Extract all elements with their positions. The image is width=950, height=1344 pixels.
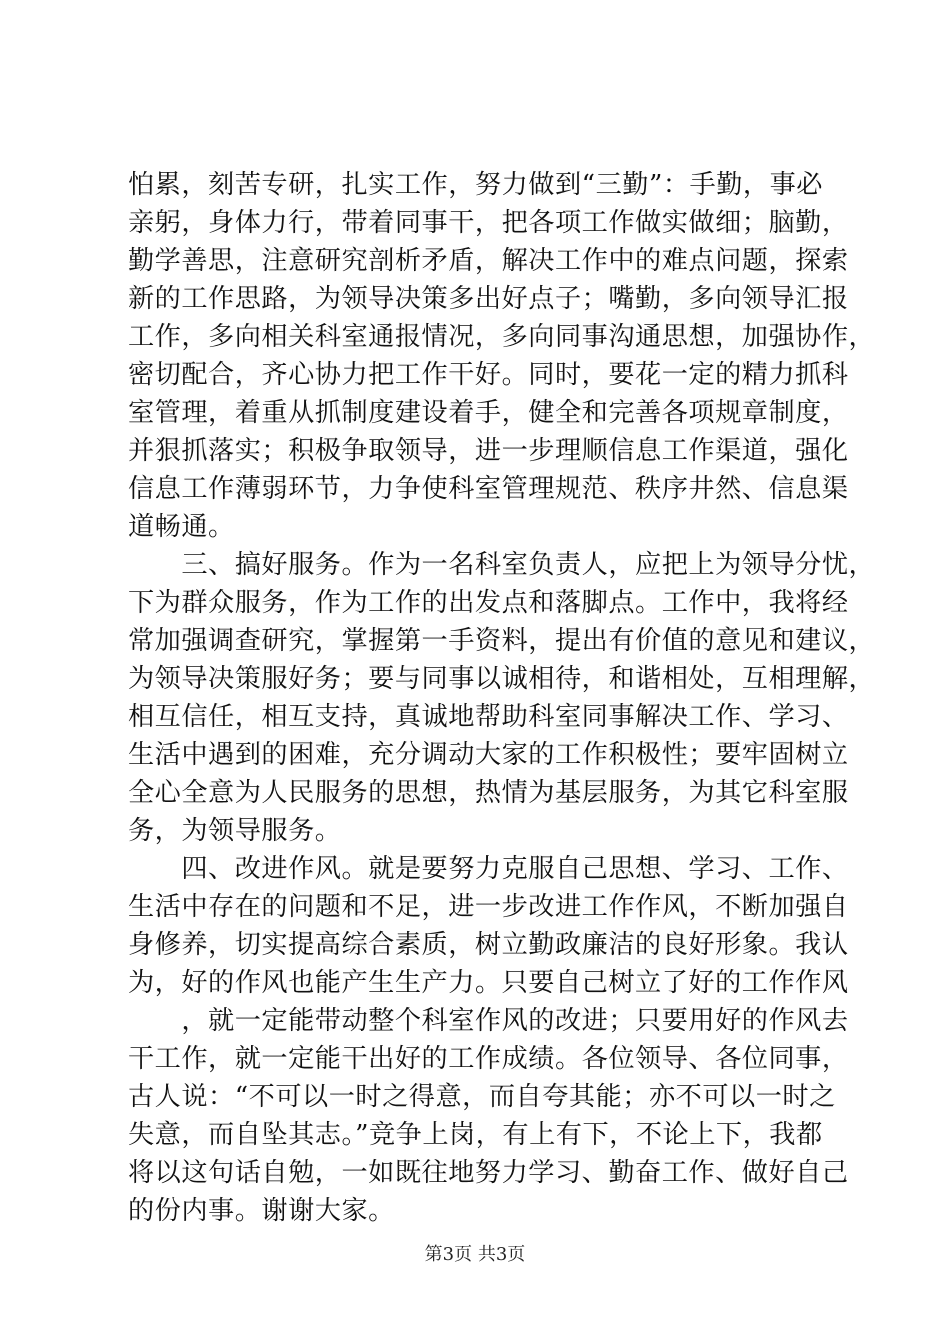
- text-line: 将以这句话自勉，一如既往地努力学习、勤奋工作、做好自己: [128, 1158, 849, 1188]
- text-line: 并狠抓落实；积极争取领导，进一步理顺信息工作渠道，强化: [128, 436, 849, 466]
- text-line: 信息工作薄弱环节，力争使科室管理规范、秩序井然、信息渠: [128, 474, 849, 504]
- text-line: 生活中遇到的困难，充分调动大家的工作积极性；要牢固树立: [128, 740, 849, 770]
- text-line: 下为群众服务，作为工作的出发点和落脚点。工作中，我将经: [128, 588, 849, 618]
- text-line: 为领导决策服好务；要与同事以诚相待，和谐相处，互相理解，: [128, 664, 876, 694]
- text-line: 新的工作思路，为领导决策多出好点子；嘴勤，多向领导汇报: [128, 284, 849, 314]
- text-line: 全心全意为人民服务的思想，热情为基层服务，为其它科室服: [128, 778, 849, 808]
- text-line: 道畅通。: [128, 512, 235, 542]
- paragraph-three-start: 三、搞好服务。作为一名科室负责人，应把上为领导分忧，: [128, 550, 876, 580]
- text-line: 务，为领导服务。: [128, 816, 342, 846]
- text-line: 身修养，切实提高综合素质，树立勤政廉洁的良好形象。我认: [128, 930, 849, 960]
- text-line: 勤学善思，注意研究剖析矛盾，解决工作中的难点问题，探索: [128, 246, 849, 276]
- text-line: 密切配合，齐心协力把工作干好。同时，要花一定的精力抓科: [128, 360, 849, 390]
- text-line: 的份内事。谢谢大家。: [128, 1196, 395, 1226]
- text-line: 相互信任，相互支持，真诚地帮助科室同事解决工作、学习、: [128, 702, 849, 732]
- text-line: 干工作，就一定能干出好的工作成绩。各位领导、各位同事，: [128, 1044, 849, 1074]
- text-line: 室管理，着重从抓制度建设着手，健全和完善各项规章制度，: [128, 398, 849, 428]
- text-line: 失意，而自坠其志。”竞争上岗，有上有下，不论上下，我都: [128, 1120, 823, 1150]
- text-line: 生活中存在的问题和不足，进一步改进工作作风，不断加强自: [128, 892, 849, 922]
- text-line: 工作，多向相关科室通报情况，多向同事沟通思想，加强协作，: [128, 322, 876, 352]
- text-line: 亲躬，身体力行，带着同事干，把各项工作做实做细；脑勤，: [128, 208, 849, 238]
- page-number-footer: 第3页 共3页: [424, 1244, 526, 1265]
- text-line: 常加强调查研究，掌握第一手资料，提出有价值的意见和建议，: [128, 626, 876, 656]
- paragraph-four-start: 四、改进作风。就是要努力克服自己思想、学习、工作、: [128, 854, 849, 884]
- text-line: ，就一定能带动整个科室作风的改进；只要用好的作风去: [128, 1006, 849, 1036]
- text-line: 怕累，刻苦专研，扎实工作，努力做到“三勤”：手勤，事必: [128, 170, 823, 200]
- text-line: 古人说：“不可以一时之得意，而自夸其能；亦不可以一时之: [128, 1082, 836, 1112]
- text-line: 为，好的作风也能产生生产力。只要自己树立了好的工作作风: [128, 968, 849, 998]
